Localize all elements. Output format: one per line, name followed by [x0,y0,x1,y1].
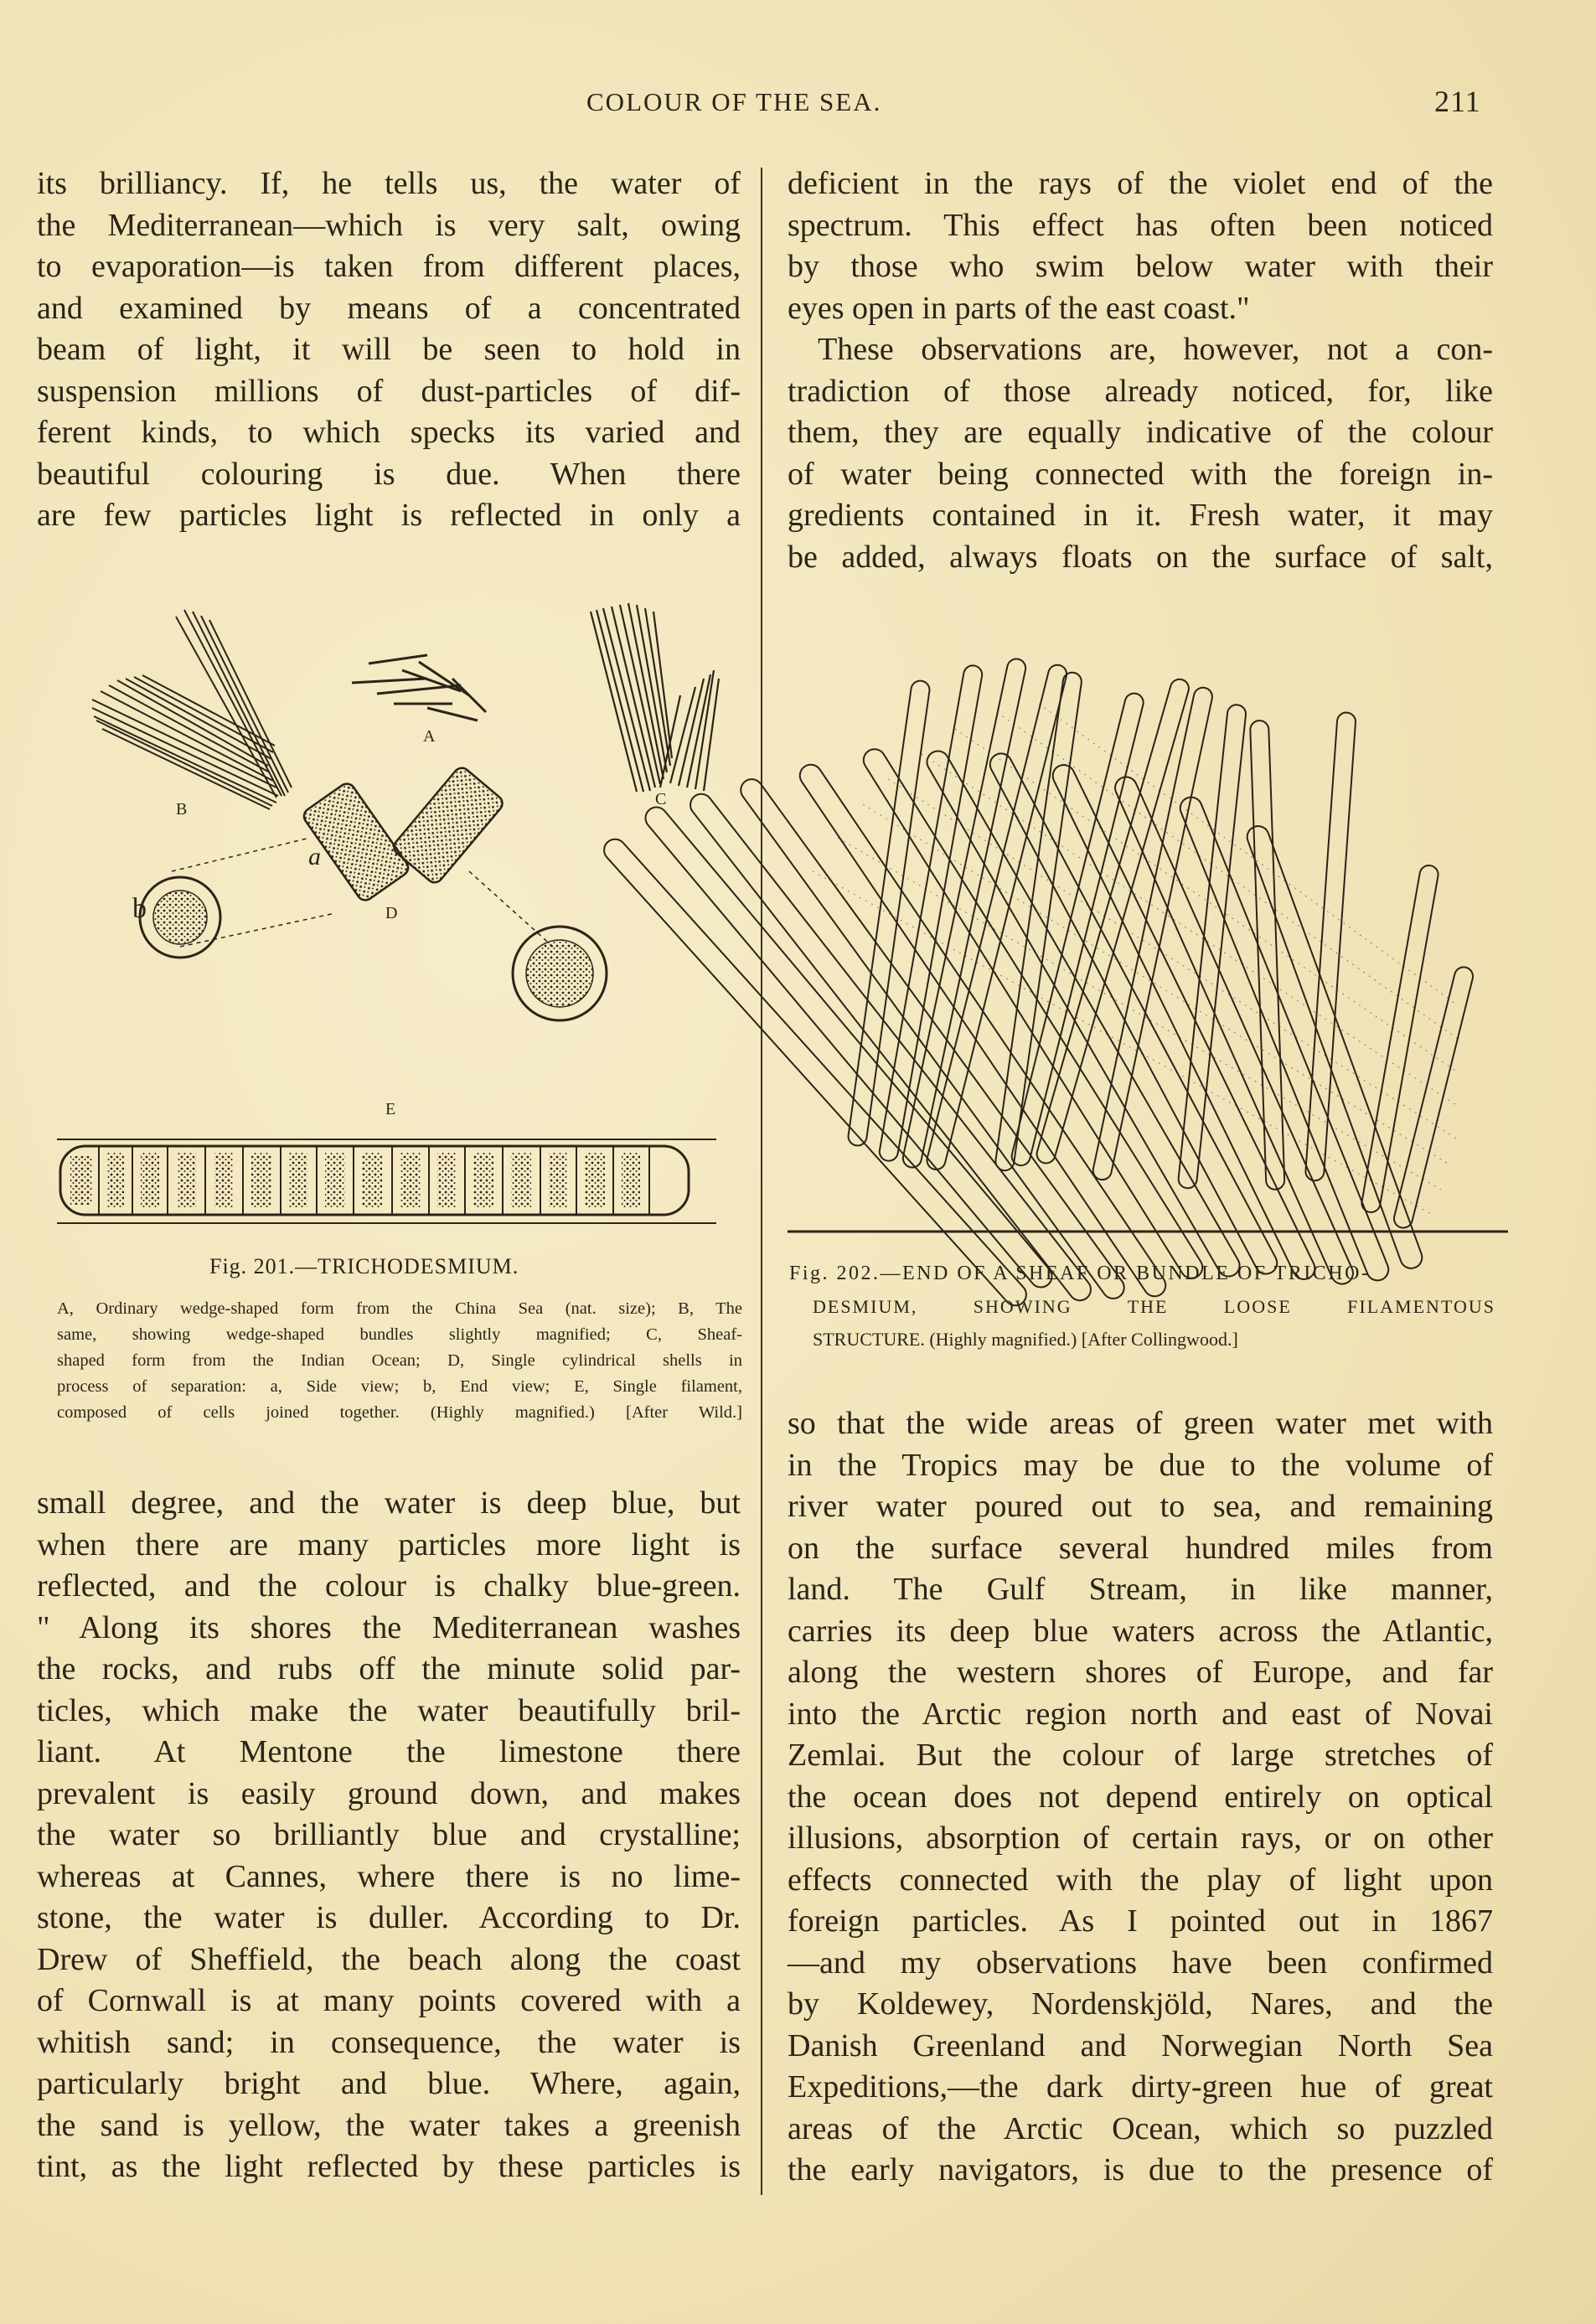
text-line: Drew of Sheffield, the beach along the coast [37,1941,741,1977]
text-line: be added, always floats on the surface of salt, [788,539,1493,575]
text-line: liant. At Mentone the limestone there [37,1734,741,1769]
left-column-bottom-text [37,1483,741,2188]
text-line: by Koldewey, Nordenskjöld, Nares, and the [788,1986,1493,2022]
text-line: into the Arctic region north and east of Novai [788,1696,1493,1732]
caption-line: DESMIUM, SHOWING THE LOOSE FILAMENTOUS [813,1296,1495,1317]
text-line: effects connected with the play of light upon [788,1862,1493,1898]
caption-line: shaped form from the Indian Ocean; D, Single cylindrical shells in [57,1351,742,1370]
text-line: so that the wide areas of green water met with [788,1406,1493,1441]
figure-201-illustration [34,586,746,1240]
text-line: them, they are equally indicative of the colour [788,415,1493,450]
caption-line: process of separation: a, Side view; b, End view; E, Single filament, [57,1377,742,1396]
label-b-upper: B [176,800,188,819]
text-line: tint, as the light reflected by these particles is [37,2149,741,2184]
text-line: by those who swim below water with their [788,249,1493,284]
single-filament-e [57,1139,716,1223]
text-line: land. The Gulf Stream, in like manner, [788,1572,1493,1607]
text-line: Zemlai. But the colour of large stretches of [788,1738,1493,1773]
filament-hatching [813,704,1458,1215]
text-line: foreign particles. As I pointed out in 1867 [788,1903,1493,1939]
text-line: along the western shores of Europe, and far [788,1655,1493,1690]
left-column-top-text [37,163,741,537]
needles-a [352,655,486,720]
text-line: of water being connected with the foreign in- [788,456,1493,492]
caption-line: A, Ordinary wedge-shaped form from the China Sea (nat. size); B, The [57,1299,742,1318]
text-line: ticles, which make the water beautifully bril- [37,1692,741,1728]
label-d-upper: D [385,904,398,922]
text-line: These observations are, however, not a con- [818,332,1493,367]
caption-line: STRUCTURE. (Highly magnified.) [After Collingwood.] [813,1329,1238,1350]
text-line: illusions, absorption of certain rays, or on other [788,1820,1493,1856]
text-line: river water poured out to sea, and remaining [788,1489,1493,1524]
end-view-circle-b [140,877,220,958]
text-line: in the Tropics may be due to the volume of [788,1447,1493,1483]
text-line: and examined by means of a concentrated [37,290,741,326]
figure-202-caption [813,1290,1495,1356]
figure-202-illustration [788,637,1508,1240]
text-line: stone, the water is duller. According to Dr. [37,1900,741,1935]
text-line: reflected, and the colour is chalky blue-green. [37,1568,741,1604]
text-line: " Along its shores the Mediterranean washes [37,1609,741,1645]
text-line: eyes open in parts of the east coast." [788,290,1250,326]
cylindrical-shells-d [301,765,506,904]
text-line: gredients contained in it. Fresh water, it may [788,498,1493,533]
right-column-top-text [788,163,1493,578]
label-c-upper: C [655,790,667,808]
running-title: COLOUR OF THE SEA. [586,87,882,116]
wedge-bundle-b [92,610,292,809]
text-line: small degree, and the water is deep blue, but [37,1485,741,1521]
sheaf-c [591,603,719,792]
text-line: on the surface several hundred miles from [788,1530,1493,1566]
text-line: when there are many particles more light is [37,1526,741,1562]
figure-201-caption [57,1296,742,1426]
text-line: the ocean does not depend entirely on optical [788,1779,1493,1815]
figure-202-title: Fig. 202.—END OF A SHEAF OR BUNDLE OF TRICHO- [789,1263,1371,1284]
right-column-bottom-text [788,1403,1493,2192]
text-line: particularly bright and blue. Where, again, [37,2066,741,2101]
text-line: tradiction of those already noticed, for, like [788,373,1493,409]
label-a-lower: a [308,843,321,870]
label-e-upper: E [385,1100,396,1118]
text-line: whereas at Cannes, where there is no lime- [37,1858,741,1894]
text-line: prevalent is easily ground down, and makes [37,1775,741,1811]
text-line: Danish Greenland and Norwegian North Sea [788,2027,1493,2063]
text-line: the early navigators, is due to the presence of [788,2152,1493,2187]
text-line: beam of light, it will be seen to hold in [37,332,741,367]
text-line: spectrum. This effect has often been noticed [788,207,1493,243]
text-line: beautiful colouring is due. When there [37,456,741,492]
text-line: its brilliancy. If, he tells us, the water of [37,166,741,201]
label-a-upper: A [423,727,436,746]
text-line: the Mediterranean—which is very salt, owing [37,207,741,243]
page-number: 211 [1434,85,1481,118]
text-line: deficient in the rays of the violet end of the [788,166,1493,201]
caption-line: same, showing wedge-shaped bundles slightly magnified; C, Sheaf- [57,1325,742,1344]
text-line: Expeditions,—the dark dirty-green hue of great [788,2069,1493,2105]
text-line: suspension millions of dust-particles of dif- [37,373,741,409]
text-line: carries its deep blue waters across the Atlantic, [788,1613,1493,1649]
text-line: the rocks, and rubs off the minute solid par- [37,1651,741,1686]
text-line: ferent kinds, to which specks its varied and [37,415,741,450]
text-line: whitish sand; in consequence, the water is [37,2024,741,2060]
text-line: the sand is yellow, the water takes a greenish [37,2107,741,2143]
text-line: are few particles light is reflected in only a [37,498,741,533]
text-line: the water so brilliantly blue and crystalline; [37,1817,741,1852]
text-line: areas of the Arctic Ocean, which so puzzled [788,2110,1493,2146]
figure-201-title: Fig. 201.—TRICHODESMIUM. [209,1254,519,1278]
running-header [0,84,1596,126]
text-line: —and my observations have been confirmed [788,1944,1493,1981]
caption-line: composed of cells joined together. (Highly magnified.) [After Wild.] [57,1403,742,1422]
end-view-circle-right [513,927,607,1020]
text-line: of Cornwall is at many points covered with a [37,1983,741,2018]
label-b-lower: b [132,893,147,924]
column-rule [761,168,762,2195]
text-line: to evaporation—is taken from different places, [37,249,741,284]
